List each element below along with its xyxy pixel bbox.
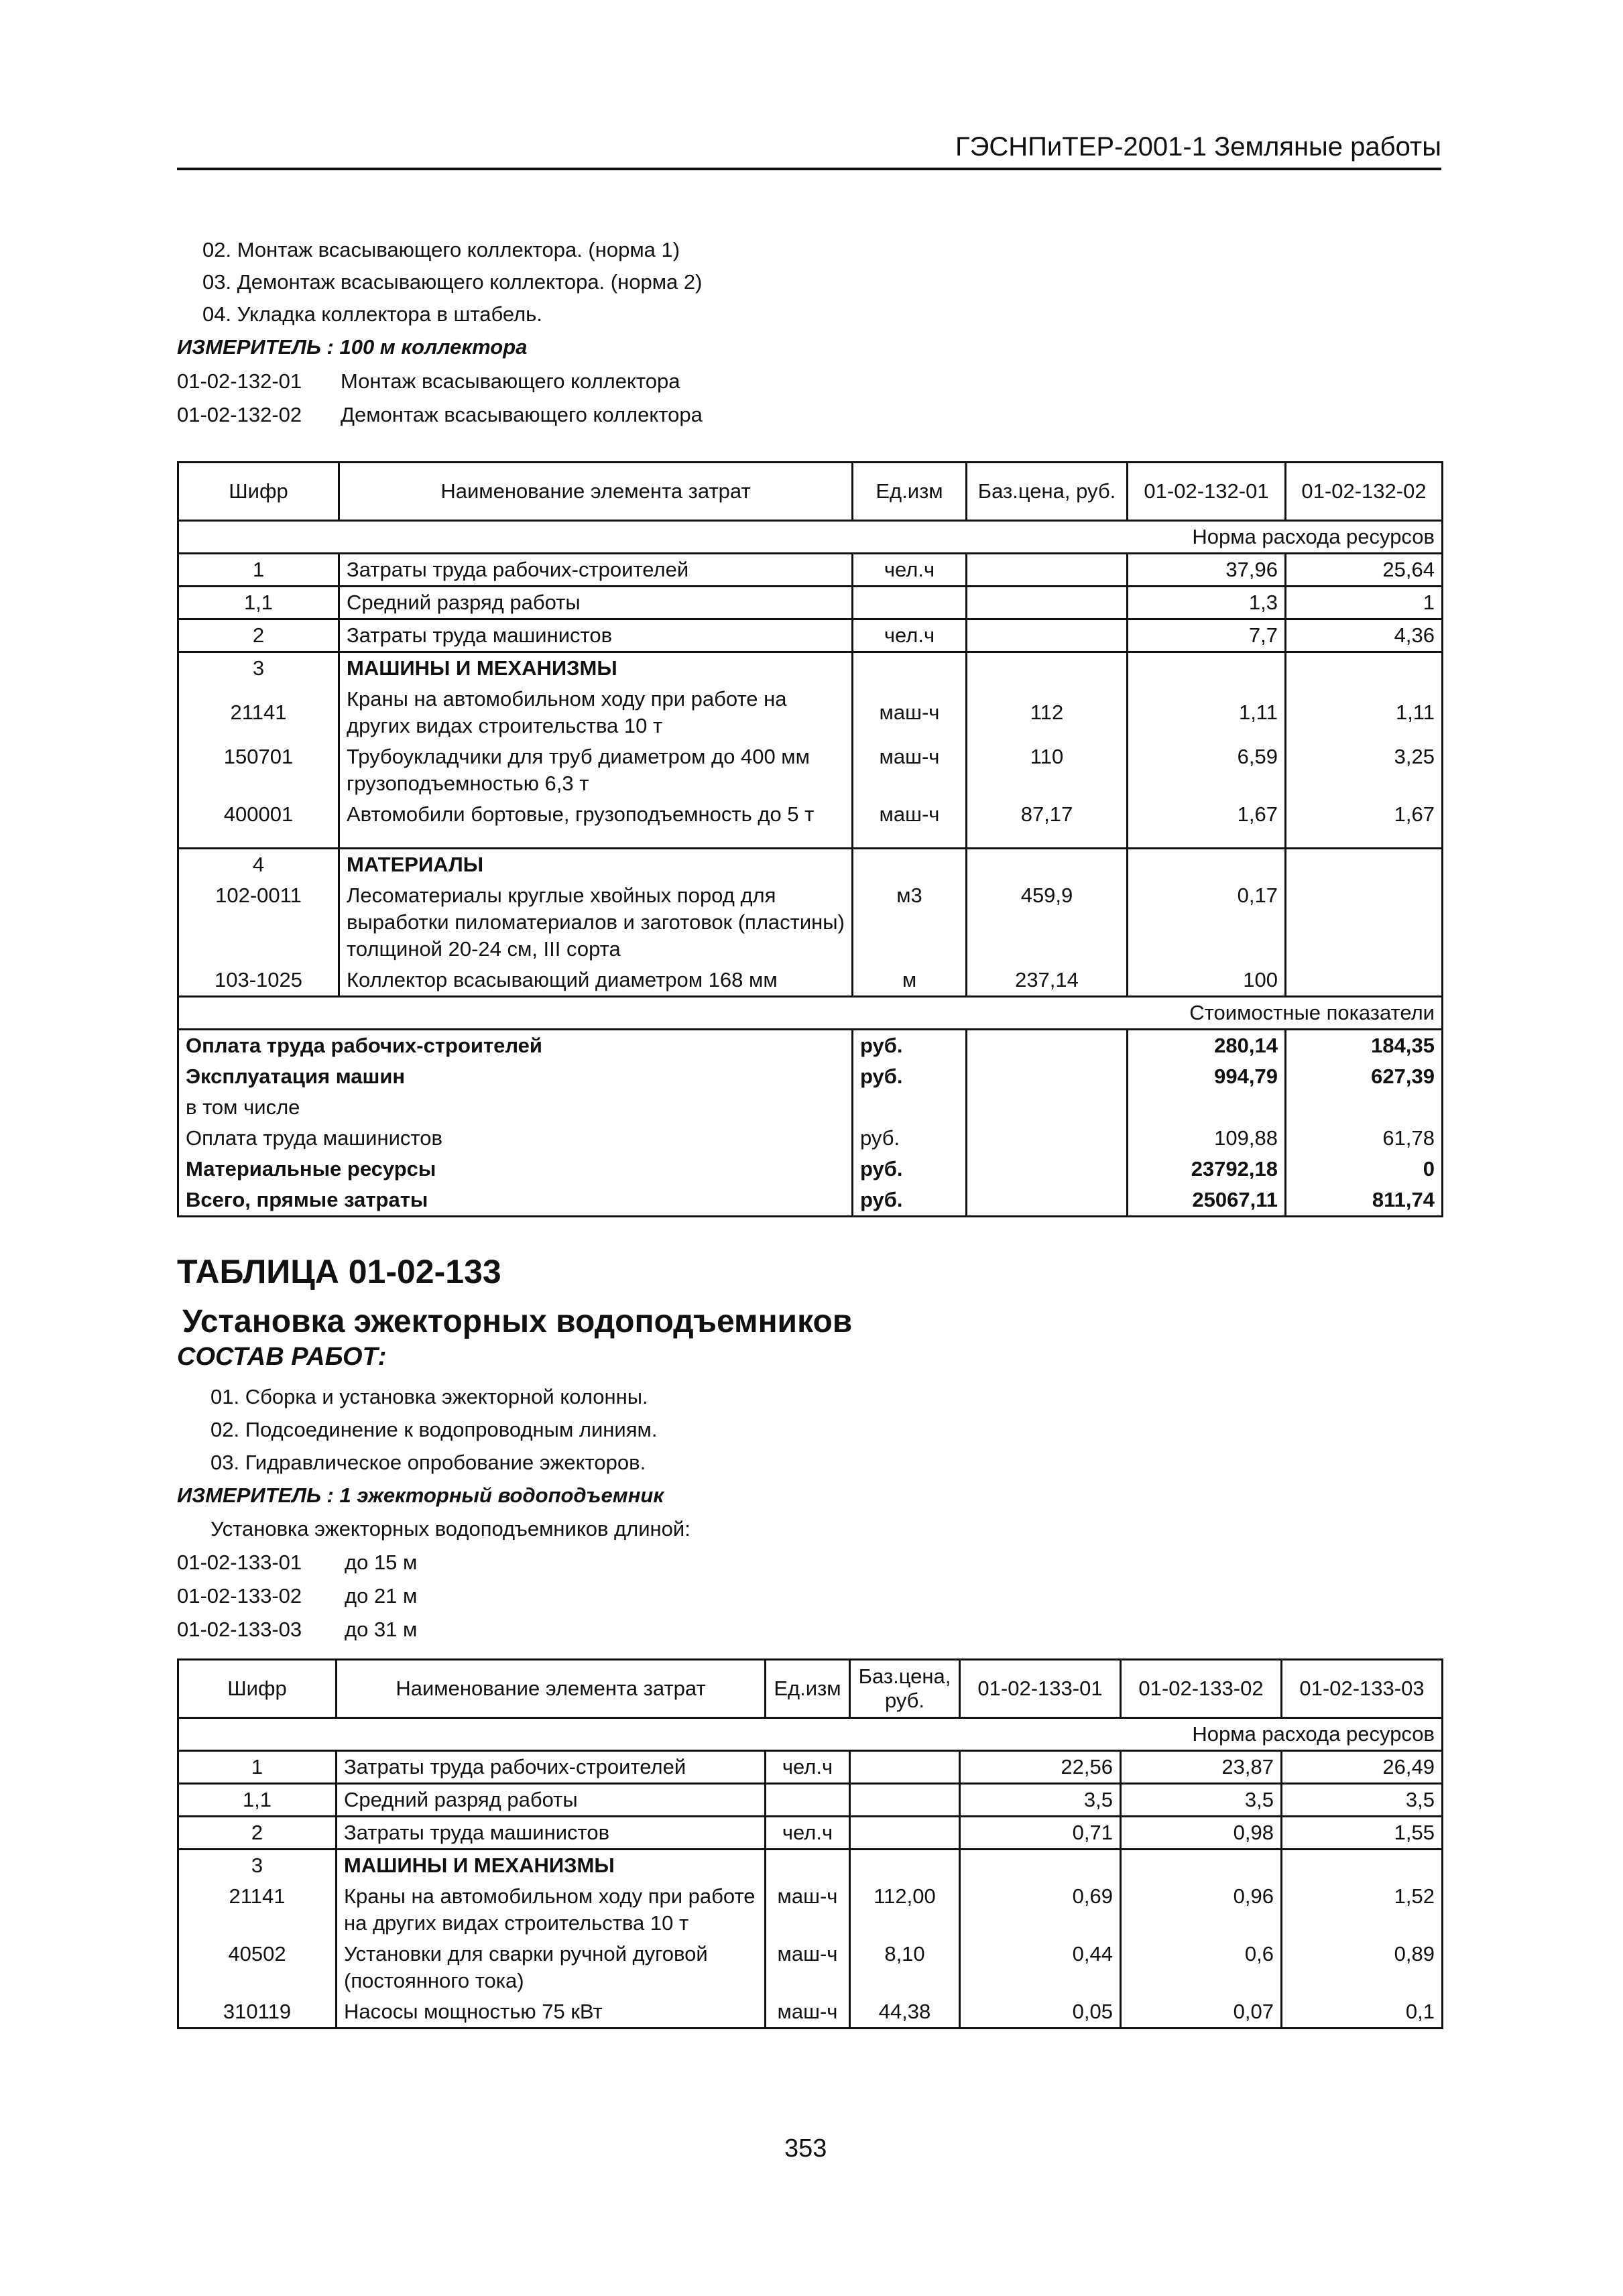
cost-value-2: 811,74 [1286,1185,1443,1217]
row-value-3: 0,1 [1282,1996,1443,2029]
row-code: 1,1 [178,587,339,619]
code-description: до 15 м [345,1551,418,1574]
measure-label: ИЗМЕРИТЕЛЬ : 1 эжекторный водоподъемник [177,1484,664,1507]
row-unit: м [853,965,967,997]
table-row [178,1939,1443,1996]
row-name: Коллектор всасывающий диаметром 168 мм [339,965,853,997]
cost-price [967,1030,1128,1062]
section-name: МАТЕРИАЛЫ [339,849,853,881]
row-value-2 [1286,880,1443,965]
cost-price [967,1061,1128,1092]
cost-value-2: 627,39 [1286,1061,1443,1092]
row-value-1: 37,96 [1128,554,1286,587]
row-value-2: 0,96 [1121,1881,1282,1939]
resource-table-132 [177,461,1443,1217]
row-value-2 [1286,965,1443,997]
header-title: ГЭСНПиТЕР-2001-1 Земляные работы [955,132,1441,162]
work-item-line: 01. Сборка и установка эжекторной колонны. [211,1385,648,1408]
row-name: Средний разряд работы [337,1784,766,1817]
row-value-2: 1 [1286,587,1443,619]
cost-value-2: 61,78 [1286,1123,1443,1154]
row-price [850,1751,960,1784]
row-name: Трубоукладчики для труб диаметром до 400 мм грузоподъемностью 6,3 т [339,741,853,799]
composition-label: СОСТАВ РАБОТ: [177,1343,387,1371]
row-code: 150701 [178,741,339,799]
cost-name: Материальные ресурсы [178,1154,853,1185]
row-value-2: 3,5 [1121,1784,1282,1817]
header-col2: 01-02-132-02 [1286,463,1443,521]
row-value-1: 7,7 [1128,619,1286,652]
cost-price [967,1185,1128,1217]
header-col1: 01-02-133-01 [960,1660,1121,1718]
row-price: 237,14 [967,965,1128,997]
row-unit: маш-ч [766,1996,850,2029]
row-value-2: 4,36 [1286,619,1443,652]
row-value-3: 1,52 [1282,1881,1443,1939]
cost-value-1: 280,14 [1128,1030,1286,1062]
row-name: Затраты труда рабочих-строителей [339,554,853,587]
row-unit [853,587,967,619]
row-price: 110 [967,741,1128,799]
row-price [850,1784,960,1817]
row-value-2: 1,11 [1286,684,1443,741]
measure-label: ИЗМЕРИТЕЛЬ : 100 м коллектора [177,335,528,359]
table-row [178,741,1443,799]
header-unit: Ед.изм [853,463,967,521]
norm-label: Норма расхода ресурсов [178,1718,1443,1751]
work-item-line: 02. Монтаж всасывающего коллектора. (норма 1) [202,238,680,261]
row-value-3 [1282,1850,1443,1882]
row-value-1 [1128,849,1286,881]
row-name: Установки для сварки ручной дуговой (постоянного тока) [337,1939,766,1996]
cost-row [178,1123,1443,1154]
table-row [178,849,1443,881]
code-description: до 21 м [345,1584,418,1608]
row-price: 112,00 [850,1881,960,1939]
row-value-1: 1,11 [1128,684,1286,741]
row-unit: чел.ч [853,554,967,587]
row-unit: чел.ч [766,1751,850,1784]
table-row [178,1784,1443,1817]
row-unit: маш-ч [766,1939,850,1996]
row-code: 40502 [178,1939,337,1996]
row-unit: маш-ч [853,684,967,741]
code-number: 01-02-133-02 [177,1584,302,1608]
cost-row [178,1092,1443,1123]
row-code: 2 [178,1817,337,1850]
table-row [178,1850,1443,1882]
code-description: Демонтаж всасывающего коллектора [341,403,703,426]
row-value-3: 3,5 [1282,1784,1443,1817]
norm-label-row [178,521,1443,554]
code-description: до 31 м [345,1618,418,1641]
row-value-1 [960,1850,1121,1882]
row-value-2: 0,98 [1121,1817,1282,1850]
row-price [850,1850,960,1882]
row-value-1: 100 [1128,965,1286,997]
row-code: 2 [178,619,339,652]
row-unit: маш-ч [853,741,967,799]
row-value-2 [1121,1850,1282,1882]
cost-unit: руб. [853,1030,967,1062]
row-code: 21141 [178,684,339,741]
cost-unit: руб. [853,1123,967,1154]
row-value-2: 25,64 [1286,554,1443,587]
row-value-1: 1,67 [1128,799,1286,849]
row-value-3: 0,89 [1282,1939,1443,1996]
row-name: Автомобили бортовые, грузоподъемность до 5 т [339,799,853,849]
cost-name: Оплата труда машинистов [178,1123,853,1154]
table-row [178,554,1443,587]
row-code: 1 [178,554,339,587]
row-code: 103-1025 [178,965,339,997]
row-name: Затраты труда машинистов [339,619,853,652]
table-header-row [178,1660,1443,1718]
header-price: Баз.цена, руб. [850,1660,960,1718]
table-row [178,1996,1443,2029]
work-item-line: 03. Гидравлическое опробование эжекторов. [211,1451,646,1474]
cost-value-1 [1128,1092,1286,1123]
code-number: 01-02-132-01 [177,369,302,393]
cost-value-1: 994,79 [1128,1061,1286,1092]
row-value-2: 1,67 [1286,799,1443,849]
table-row [178,1817,1443,1850]
code-description: Монтаж всасывающего коллектора [341,369,680,393]
table-row [178,799,1443,849]
cost-value-1: 25067,11 [1128,1185,1286,1217]
header-name: Наименование элемента затрат [339,463,853,521]
row-code: 21141 [178,1881,337,1939]
section-name: МАШИНЫ И МЕХАНИЗМЫ [337,1850,766,1882]
cost-value-2: 184,35 [1286,1030,1443,1062]
cost-unit: руб. [853,1061,967,1092]
row-value-1: 0,05 [960,1996,1121,2029]
row-value-1: 0,44 [960,1939,1121,1996]
row-price: 87,17 [967,799,1128,849]
code-number: 01-02-132-02 [177,403,302,426]
row-price: 8,10 [850,1939,960,1996]
table-row [178,1751,1443,1784]
cost-price [967,1154,1128,1185]
cost-name: Эксплуатация машин [178,1061,853,1092]
row-name: Краны на автомобильном ходу при работе на других видах строительства 10 т [337,1881,766,1939]
code-number: 01-02-133-03 [177,1618,302,1641]
cost-value-2: 0 [1286,1154,1443,1185]
row-value-1: 0,71 [960,1817,1121,1850]
row-price: 112 [967,684,1128,741]
table-row [178,1881,1443,1939]
row-price [967,587,1128,619]
cost-name: в том числе [178,1092,853,1123]
row-value-1: 22,56 [960,1751,1121,1784]
resource-table-133 [177,1658,1443,2029]
table-row [178,619,1443,652]
row-name: Средний разряд работы [339,587,853,619]
cost-label: Стоимостные показатели [178,997,1443,1030]
header-col3: 01-02-133-03 [1282,1660,1443,1718]
cost-price [967,1092,1128,1123]
row-value-2 [1286,652,1443,684]
cost-unit: руб. [853,1185,967,1217]
row-value-3: 1,55 [1282,1817,1443,1850]
table-row [178,587,1443,619]
row-code: 400001 [178,799,339,849]
cost-row [178,1061,1443,1092]
row-unit [853,652,967,684]
header-col1: 01-02-132-01 [1128,463,1286,521]
cost-value-1: 23792,18 [1128,1154,1286,1185]
row-value-3: 26,49 [1282,1751,1443,1784]
row-price [967,849,1128,881]
row-value-2: 23,87 [1121,1751,1282,1784]
code-number: 01-02-133-01 [177,1551,302,1574]
row-value-1 [1128,652,1286,684]
norm-label-row [178,1718,1443,1751]
row-name: Лесоматериалы круглые хвойных пород для выработки пиломатериалов и заготовок (пластины) толщиной 20-24 см, III сорта [339,880,853,965]
header-col2: 01-02-133-02 [1121,1660,1282,1718]
cost-name: Оплата труда рабочих-строителей [178,1030,853,1062]
row-code: 1,1 [178,1784,337,1817]
cost-name: Всего, прямые затраты [178,1185,853,1217]
table-row [178,880,1443,965]
row-price [967,652,1128,684]
running-header [177,126,1441,170]
row-price [967,554,1128,587]
cost-unit: руб. [853,1154,967,1185]
row-price: 44,38 [850,1996,960,2029]
row-unit [853,849,967,881]
row-value-1: 3,5 [960,1784,1121,1817]
row-value-1: 0,17 [1128,880,1286,965]
row-name: Затраты труда машинистов [337,1817,766,1850]
row-price [850,1817,960,1850]
cost-unit [853,1092,967,1123]
row-value-2: 0,07 [1121,1996,1282,2029]
table-header-row [178,463,1443,521]
row-name: Краны на автомобильном ходу при работе на других видах строительства 10 т [339,684,853,741]
work-item-line: 03. Демонтаж всасывающего коллектора. (норма 2) [202,270,703,294]
row-code: 1 [178,1751,337,1784]
row-name: Затраты труда рабочих-строителей [337,1751,766,1784]
table-title: ТАБЛИЦА 01-02-133 [177,1253,501,1290]
table-row [178,965,1443,997]
header-code: Шифр [178,463,339,521]
row-name: Насосы мощностью 75 кВт [337,1996,766,2029]
row-code: 102-0011 [178,880,339,965]
norm-label: Норма расхода ресурсов [178,521,1443,554]
table-subtitle: Установка эжекторных водоподъемников [182,1304,853,1339]
section-name: МАШИНЫ И МЕХАНИЗМЫ [339,652,853,684]
row-unit: маш-ч [766,1881,850,1939]
cost-value-1: 109,88 [1128,1123,1286,1154]
table-row [178,684,1443,741]
cost-row [178,1185,1443,1217]
row-value-2: 0,6 [1121,1939,1282,1996]
row-price: 459,9 [967,880,1128,965]
header-code: Шифр [178,1660,337,1718]
cost-row [178,1154,1443,1185]
row-code: 3 [178,1850,337,1882]
header-name: Наименование элемента затрат [337,1660,766,1718]
row-value-2: 3,25 [1286,741,1443,799]
row-value-1: 6,59 [1128,741,1286,799]
header-unit: Ед.изм [766,1660,850,1718]
cost-row [178,1030,1443,1062]
row-unit: м3 [853,880,967,965]
row-unit: чел.ч [766,1817,850,1850]
table-row [178,652,1443,684]
row-value-1: 0,69 [960,1881,1121,1939]
row-unit: чел.ч [853,619,967,652]
row-unit [766,1850,850,1882]
row-unit [766,1784,850,1817]
cost-value-2 [1286,1092,1443,1123]
row-code: 3 [178,652,339,684]
intro-text: Установка эжекторных водоподъемников длиной: [211,1517,690,1540]
row-unit: маш-ч [853,799,967,849]
cost-price [967,1123,1128,1154]
row-code: 4 [178,849,339,881]
work-item-line: 04. Укладка коллектора в штабель. [202,302,542,326]
cost-label-row [178,997,1443,1030]
row-value-1: 1,3 [1128,587,1286,619]
work-item-line: 02. Подсоединение к водопроводным линиям. [211,1418,658,1441]
row-code: 310119 [178,1996,337,2029]
row-price [967,619,1128,652]
header-price: Баз.цена, руб. [967,463,1128,521]
row-value-2 [1286,849,1443,881]
page-number: 353 [784,2134,827,2163]
